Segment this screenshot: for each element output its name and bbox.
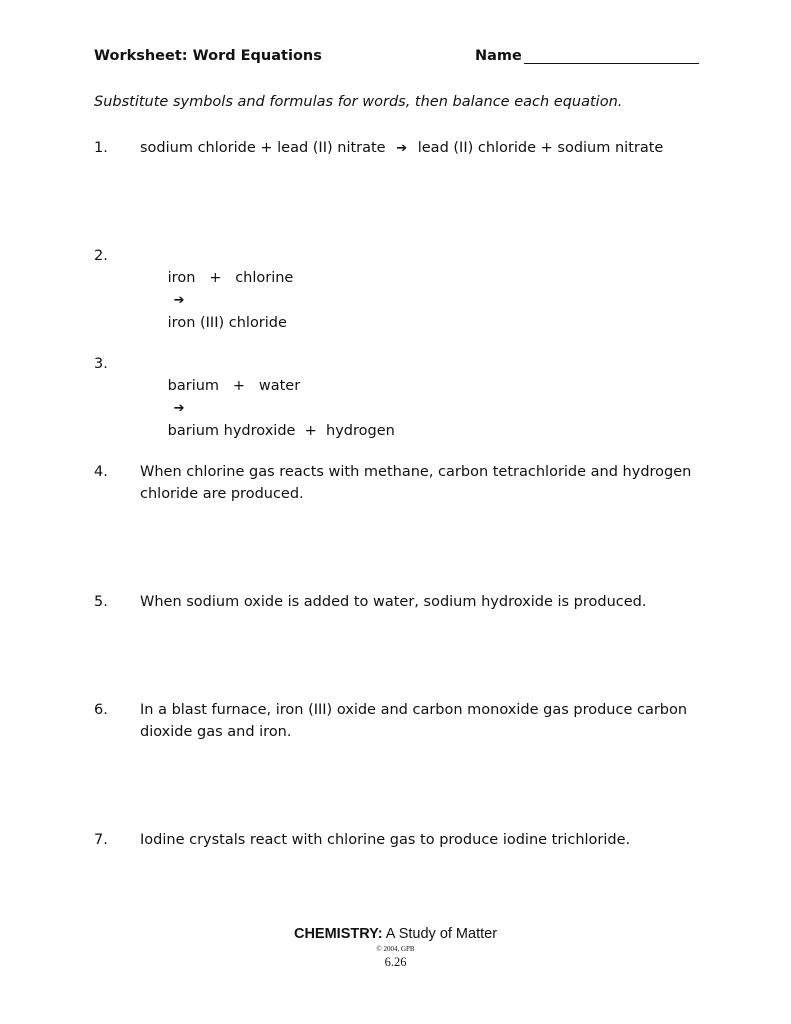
question-text: In a blast furnace, iron (III) oxide and carbon monoxide gas produce carbon dioxide gas and iron. (140, 702, 688, 740)
footer-brand-rest: A Study of Matter (382, 926, 498, 942)
question-text: When chlorine gas reacts with methane, carbon tetrachloride and hydrogen chloride are produced. (140, 464, 692, 502)
worksheet-title: Worksheet: Word Equations (94, 48, 322, 64)
equation-reactants: iron + chlorine (167, 270, 294, 286)
name-label: Name (475, 48, 522, 64)
right-arrow-icon: ➔ (396, 141, 408, 156)
equation-products: iron (III) chloride (167, 315, 287, 331)
question-number: 3. (94, 356, 108, 372)
name-blank-line[interactable] (524, 63, 699, 64)
question-5 (94, 591, 704, 613)
question-number: 4. (94, 464, 108, 480)
equation-products: barium hydroxide + hydrogen (167, 423, 395, 439)
question-6 (94, 699, 704, 743)
question-number: 1. (94, 140, 108, 156)
equation-reactants: sodium chloride + lead (II) nitrate (140, 140, 386, 156)
question-text (140, 353, 700, 464)
instructions: Substitute symbols and formulas for words, then balance each equation. (94, 94, 623, 110)
question-number: 5. (94, 594, 108, 610)
question-text: When sodium oxide is added to water, sodium hydroxide is produced. (140, 594, 647, 610)
question-7 (94, 829, 704, 851)
question-number: 6. (94, 702, 108, 718)
right-arrow-icon: ➔ (173, 401, 185, 416)
footer-brand (0, 926, 791, 942)
footer-brand-bold: CHEMISTRY: (293, 926, 383, 942)
equation-reactants: barium + water (167, 378, 301, 394)
question-4 (94, 461, 704, 505)
question-text: Iodine crystals react with chlorine gas to produce iodine trichloride. (140, 832, 631, 848)
question-text (140, 245, 700, 356)
question-number: 7. (94, 832, 108, 848)
right-arrow-icon: ➔ (173, 293, 185, 308)
question-2 (94, 245, 704, 356)
question-1 (94, 137, 704, 160)
question-number: 2. (94, 248, 108, 264)
footer-copyright: © 2004, GPB (376, 945, 415, 953)
page-number: 6.26 (384, 955, 407, 969)
equation-products: lead (II) chloride + sodium nitrate (417, 140, 664, 156)
question-3 (94, 353, 704, 464)
question-text (140, 137, 700, 160)
